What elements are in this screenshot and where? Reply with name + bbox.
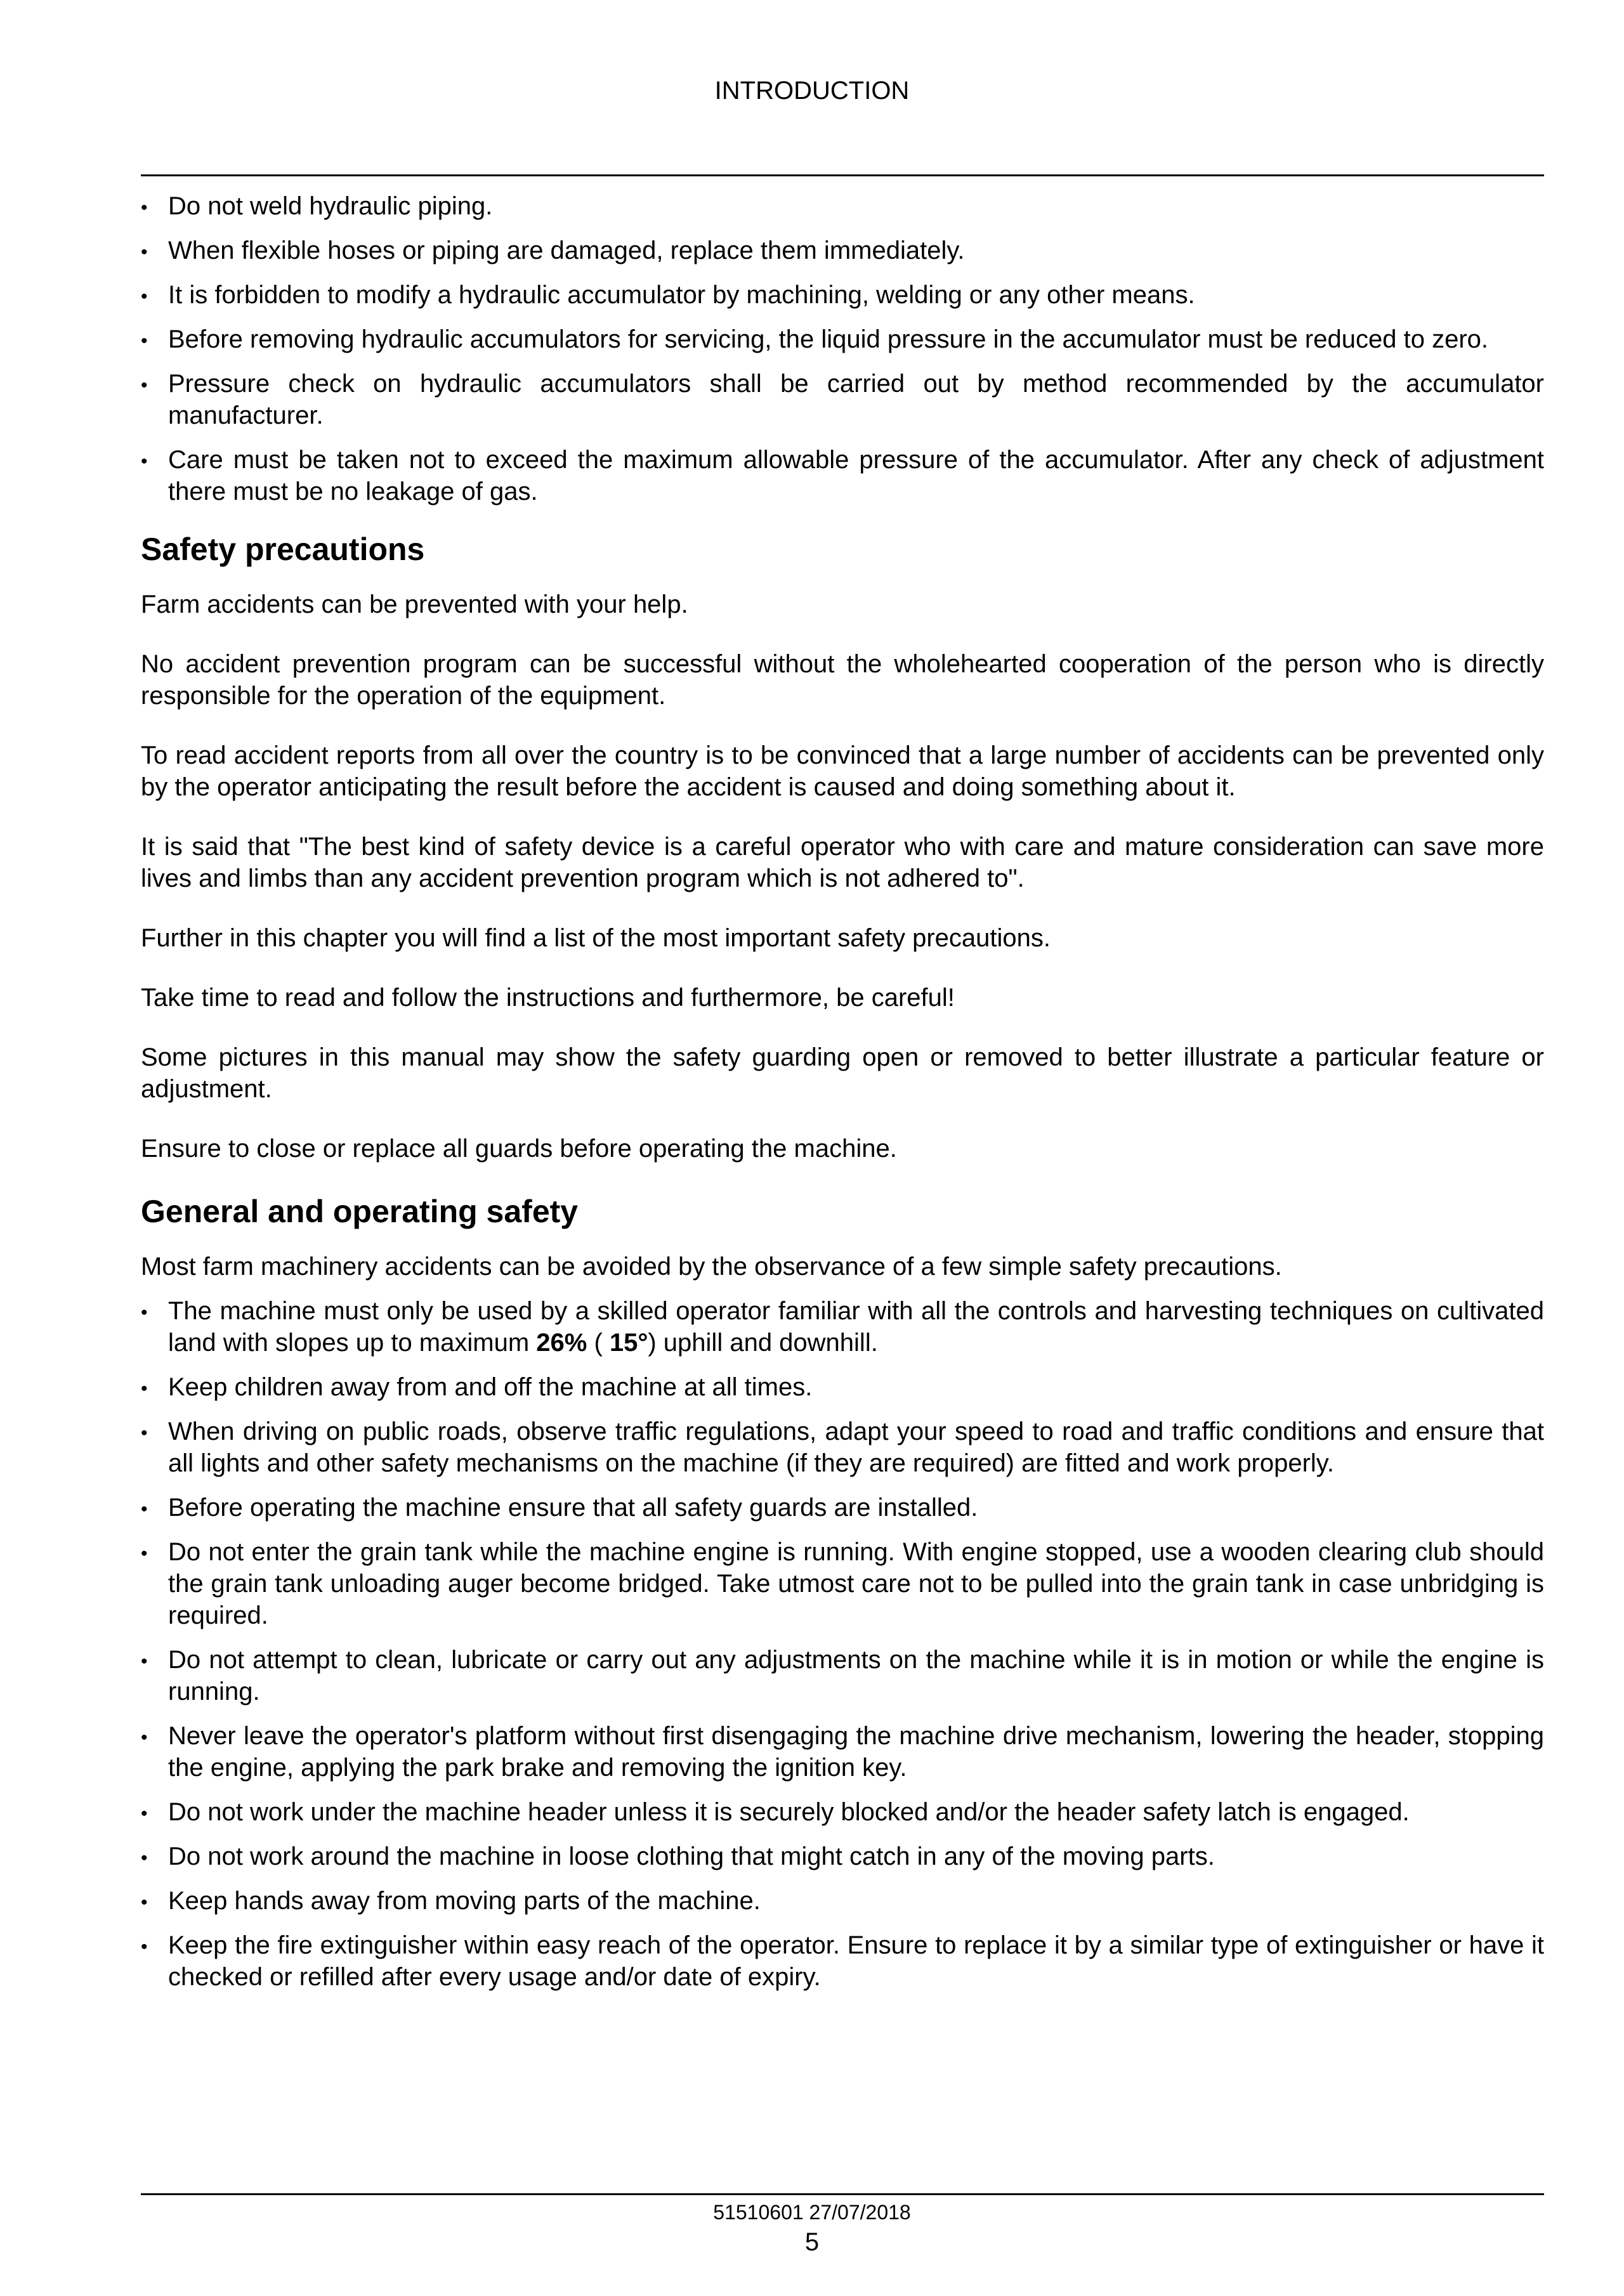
list-item: • Do not weld hydraulic piping. (141, 190, 1544, 222)
list-item: • Do not enter the grain tank while the machine engine is running. With engine stopped, use a wooden clearing club should the grain tank unloading auger become bridged. Take utmost care not to be pulled into the grain tank in case unbridging is required. (141, 1536, 1544, 1631)
paragraph: Farm accidents can be prevented with your help. (141, 590, 688, 618)
list-item: • Care must be taken not to exceed the maximum allowable pressure of the accumulator. After any check of adjustment there must be no leakage of gas. (141, 444, 1544, 507)
paragraph: Some pictures in this manual may show the safety guarding open or removed to better illustrate a particular feature or adjustment. (141, 1043, 1544, 1103)
section-heading-general-operating-safety: General and operating safety (141, 1194, 579, 1229)
list-item: • Before operating the machine ensure that all safety guards are installed. (141, 1492, 1544, 1523)
page-content (141, 190, 1544, 2006)
list-item (141, 1295, 1544, 1359)
list-item: • When flexible hoses or piping are damaged, replace them immediately. (141, 235, 1544, 266)
list-item: • When driving on public roads, observe traffic regulations, adapt your speed to road and traffic conditions and ensure that all lights and other safety mechanisms on the machine (if they are required) are fitted and work properly. (141, 1416, 1544, 1479)
item-text: ( (587, 1329, 610, 1357)
paragraph: Take time to read and follow the instructions and furthermore, be careful! (141, 984, 955, 1012)
hydraulic-safety-list (141, 190, 1544, 507)
header-rule (141, 174, 1544, 176)
list-item: • Keep the fire extinguisher within easy reach of the operator. Ensure to replace it by a similar type of extinguisher or have it checked or refilled after every usage and/or date of expiry. (141, 1929, 1544, 1993)
slope-degrees-value: 15° (609, 1329, 648, 1357)
list-item: • Do not attempt to clean, lubricate or carry out any adjustments on the machine while it is in motion or while the engine is running. (141, 1644, 1544, 1707)
list-item: • Keep hands away from moving parts of the machine. (141, 1885, 1544, 1917)
paragraph: Further in this chapter you will find a list of the most important safety precautions. (141, 924, 1051, 952)
footer-document-reference: 51510601 27/07/2018 (713, 2201, 911, 2224)
item-text: ) uphill and downhill. (648, 1329, 878, 1357)
section-heading-safety-precautions: Safety precautions (141, 532, 425, 567)
item-text: The machine must only be used by a skilled operator familiar with all the controls and harvesting techniques on cultivated land with slopes up to maximum (168, 1297, 1544, 1357)
list-item: • Before removing hydraulic accumulators for servicing, the liquid pressure in the accumulator must be reduced to zero. (141, 323, 1544, 355)
list-item: • Never leave the operator's platform without first disengaging the machine drive mechanism, lowering the header, stopping the engine, applying the park brake and removing the ignition key. (141, 1720, 1544, 1784)
footer-rule (141, 2193, 1544, 2195)
paragraph: No accident prevention program can be successful without the wholehearted cooperation of the person who is directly responsible for the operation of the equipment. (141, 650, 1544, 710)
page-number: 5 (804, 2228, 820, 2256)
general-safety-list (141, 1295, 1544, 1993)
paragraph: Ensure to close or replace all guards before operating the machine. (141, 1135, 897, 1163)
slope-percent-value: 26% (536, 1329, 587, 1357)
paragraph: To read accident reports from all over the country is to be convinced that a large number of accidents can be prevented only by the operator anticipating the result before the accident is caused and doing something about it. (141, 741, 1544, 801)
list-item: • Pressure check on hydraulic accumulators shall be carried out by method recommended by the accumulator manufacturer. (141, 368, 1544, 431)
paragraph: It is said that "The best kind of safety device is a careful operator who with care and mature consideration can save more lives and limbs than any accident prevention program which is not adhered to". (141, 833, 1544, 892)
list-item: • Do not work around the machine in loose clothing that might catch in any of the moving parts. (141, 1841, 1544, 1872)
paragraph: Most farm machinery accidents can be avoided by the observance of a few simple safety precautions. (141, 1253, 1282, 1281)
list-item: • It is forbidden to modify a hydraulic accumulator by machining, welding or any other means. (141, 279, 1544, 311)
list-item: • Keep children away from and off the machine at all times. (141, 1371, 1544, 1403)
list-item: • Do not work under the machine header unless it is securely blocked and/or the header safety latch is engaged. (141, 1796, 1544, 1828)
running-header-title: INTRODUCTION (714, 77, 910, 105)
